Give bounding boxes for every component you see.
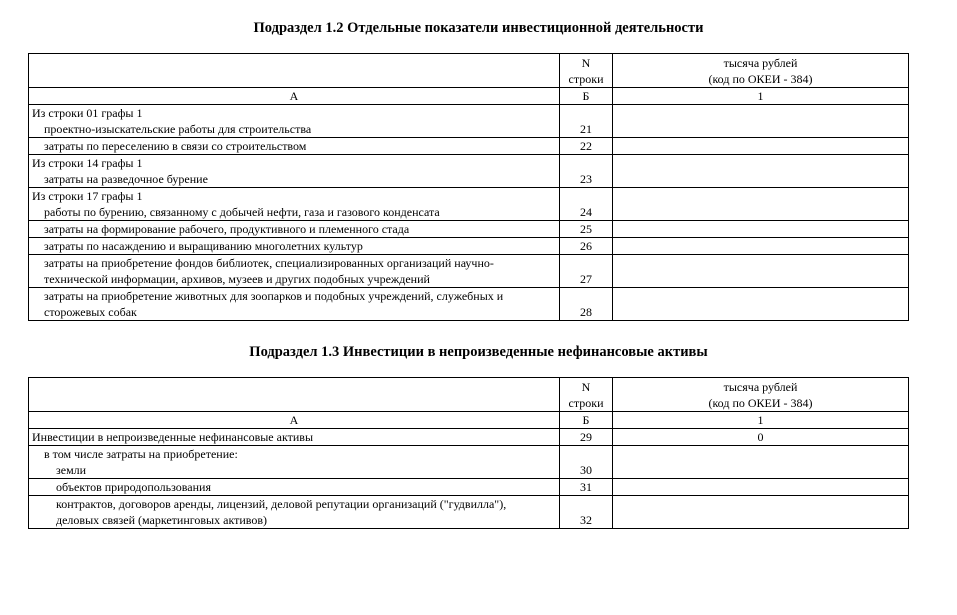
group-heading: в том числе затраты на приобретение:	[44, 447, 238, 461]
table-row	[29, 221, 909, 238]
value-cell[interactable]	[613, 255, 909, 288]
table-row	[29, 105, 909, 138]
section-1-2-title: Подраздел 1.2 Отдельные показатели инвестиционной деятельности	[253, 20, 704, 36]
header-unit: тысяча рублей (код по ОКЕИ - 384)	[613, 378, 909, 412]
value-cell[interactable]	[613, 288, 909, 321]
row-label: затраты на приобретение животных для зоопарков и подобных учреждений, служебных и сторожевых собак	[29, 288, 560, 321]
column-code-row	[29, 412, 909, 429]
value-cell[interactable]	[613, 496, 909, 529]
table-row	[29, 288, 909, 321]
row-label: затраты по переселению в связи со строительством	[29, 138, 560, 155]
table-row	[29, 188, 909, 221]
row-number: 21	[560, 105, 613, 138]
value-cell[interactable]	[613, 188, 909, 221]
header-unit: тысяча рублей (код по ОКЕИ - 384)	[613, 54, 909, 88]
row-number: 23	[560, 155, 613, 188]
col-code-b: Б	[560, 88, 613, 105]
header-empty-cell	[29, 378, 560, 412]
col-code-a: А	[29, 88, 560, 105]
value-cell[interactable]	[613, 479, 909, 496]
column-code-row	[29, 88, 909, 105]
row-number: 27	[560, 255, 613, 288]
row-number: 31	[560, 479, 613, 496]
col-code-a: А	[29, 412, 560, 429]
row-label: в том числе затраты на приобретение: земли	[29, 446, 560, 479]
value-cell[interactable]	[613, 138, 909, 155]
row-number: 24	[560, 188, 613, 221]
value-cell[interactable]	[613, 221, 909, 238]
table-row	[29, 496, 909, 529]
section-1-3-table	[28, 377, 909, 529]
group-heading: Из строки 14 графы 1	[32, 156, 143, 170]
row-label: контрактов, договоров аренды, лицензий, деловой репутации организаций ("гудвилла"), деловых связей (маркетинговых активов)	[29, 496, 560, 529]
table-row	[29, 255, 909, 288]
header-empty-cell	[29, 54, 560, 88]
row-label: Из строки 01 графы 1 проектно-изыскательские работы для строительства	[29, 105, 560, 138]
row-number: 25	[560, 221, 613, 238]
table-header-row	[29, 54, 909, 88]
value-cell[interactable]	[613, 105, 909, 138]
row-number: 26	[560, 238, 613, 255]
row-number: 28	[560, 288, 613, 321]
header-line-number: N строки	[560, 54, 613, 88]
row-label: затраты на формирование рабочего, продуктивного и племенного стада	[29, 221, 560, 238]
section-1-2-table	[28, 53, 909, 321]
row-label: Инвестиции в непроизведенные нефинансовые активы	[29, 429, 560, 446]
col-code-1: 1	[613, 88, 909, 105]
row-number: 30	[560, 446, 613, 479]
group-heading: Из строки 01 графы 1	[32, 106, 143, 120]
table-row	[29, 479, 909, 496]
col-code-1: 1	[613, 412, 909, 429]
table-row	[29, 446, 909, 479]
value-cell[interactable]	[613, 238, 909, 255]
row-number: 32	[560, 496, 613, 529]
row-number: 29	[560, 429, 613, 446]
row-label: Из строки 14 графы 1 затраты на разведочное бурение	[29, 155, 560, 188]
table-row	[29, 155, 909, 188]
row-number: 22	[560, 138, 613, 155]
col-code-b: Б	[560, 412, 613, 429]
row-label: Из строки 17 графы 1 работы по бурению, связанному с добычей нефти, газа и газового конденсата	[29, 188, 560, 221]
value-cell[interactable]	[613, 155, 909, 188]
table-header-row	[29, 378, 909, 412]
header-line-number: N строки	[560, 378, 613, 412]
group-heading: Из строки 17 графы 1	[32, 189, 143, 203]
table-row	[29, 138, 909, 155]
section-1-3-title: Подраздел 1.3 Инвестиции в непроизведенные нефинансовые активы	[249, 344, 708, 360]
row-label: затраты по насаждению и выращиванию многолетних культур	[29, 238, 560, 255]
row-label: затраты на приобретение фондов библиотек, специализированных организаций научно- технической информации, архивов, музеев и других подобных учреждений	[29, 255, 560, 288]
row-label: объектов природопользования	[29, 479, 560, 496]
value-cell[interactable]: 0	[613, 429, 909, 446]
value-cell[interactable]	[613, 446, 909, 479]
table-row	[29, 238, 909, 255]
table-row	[29, 429, 909, 446]
